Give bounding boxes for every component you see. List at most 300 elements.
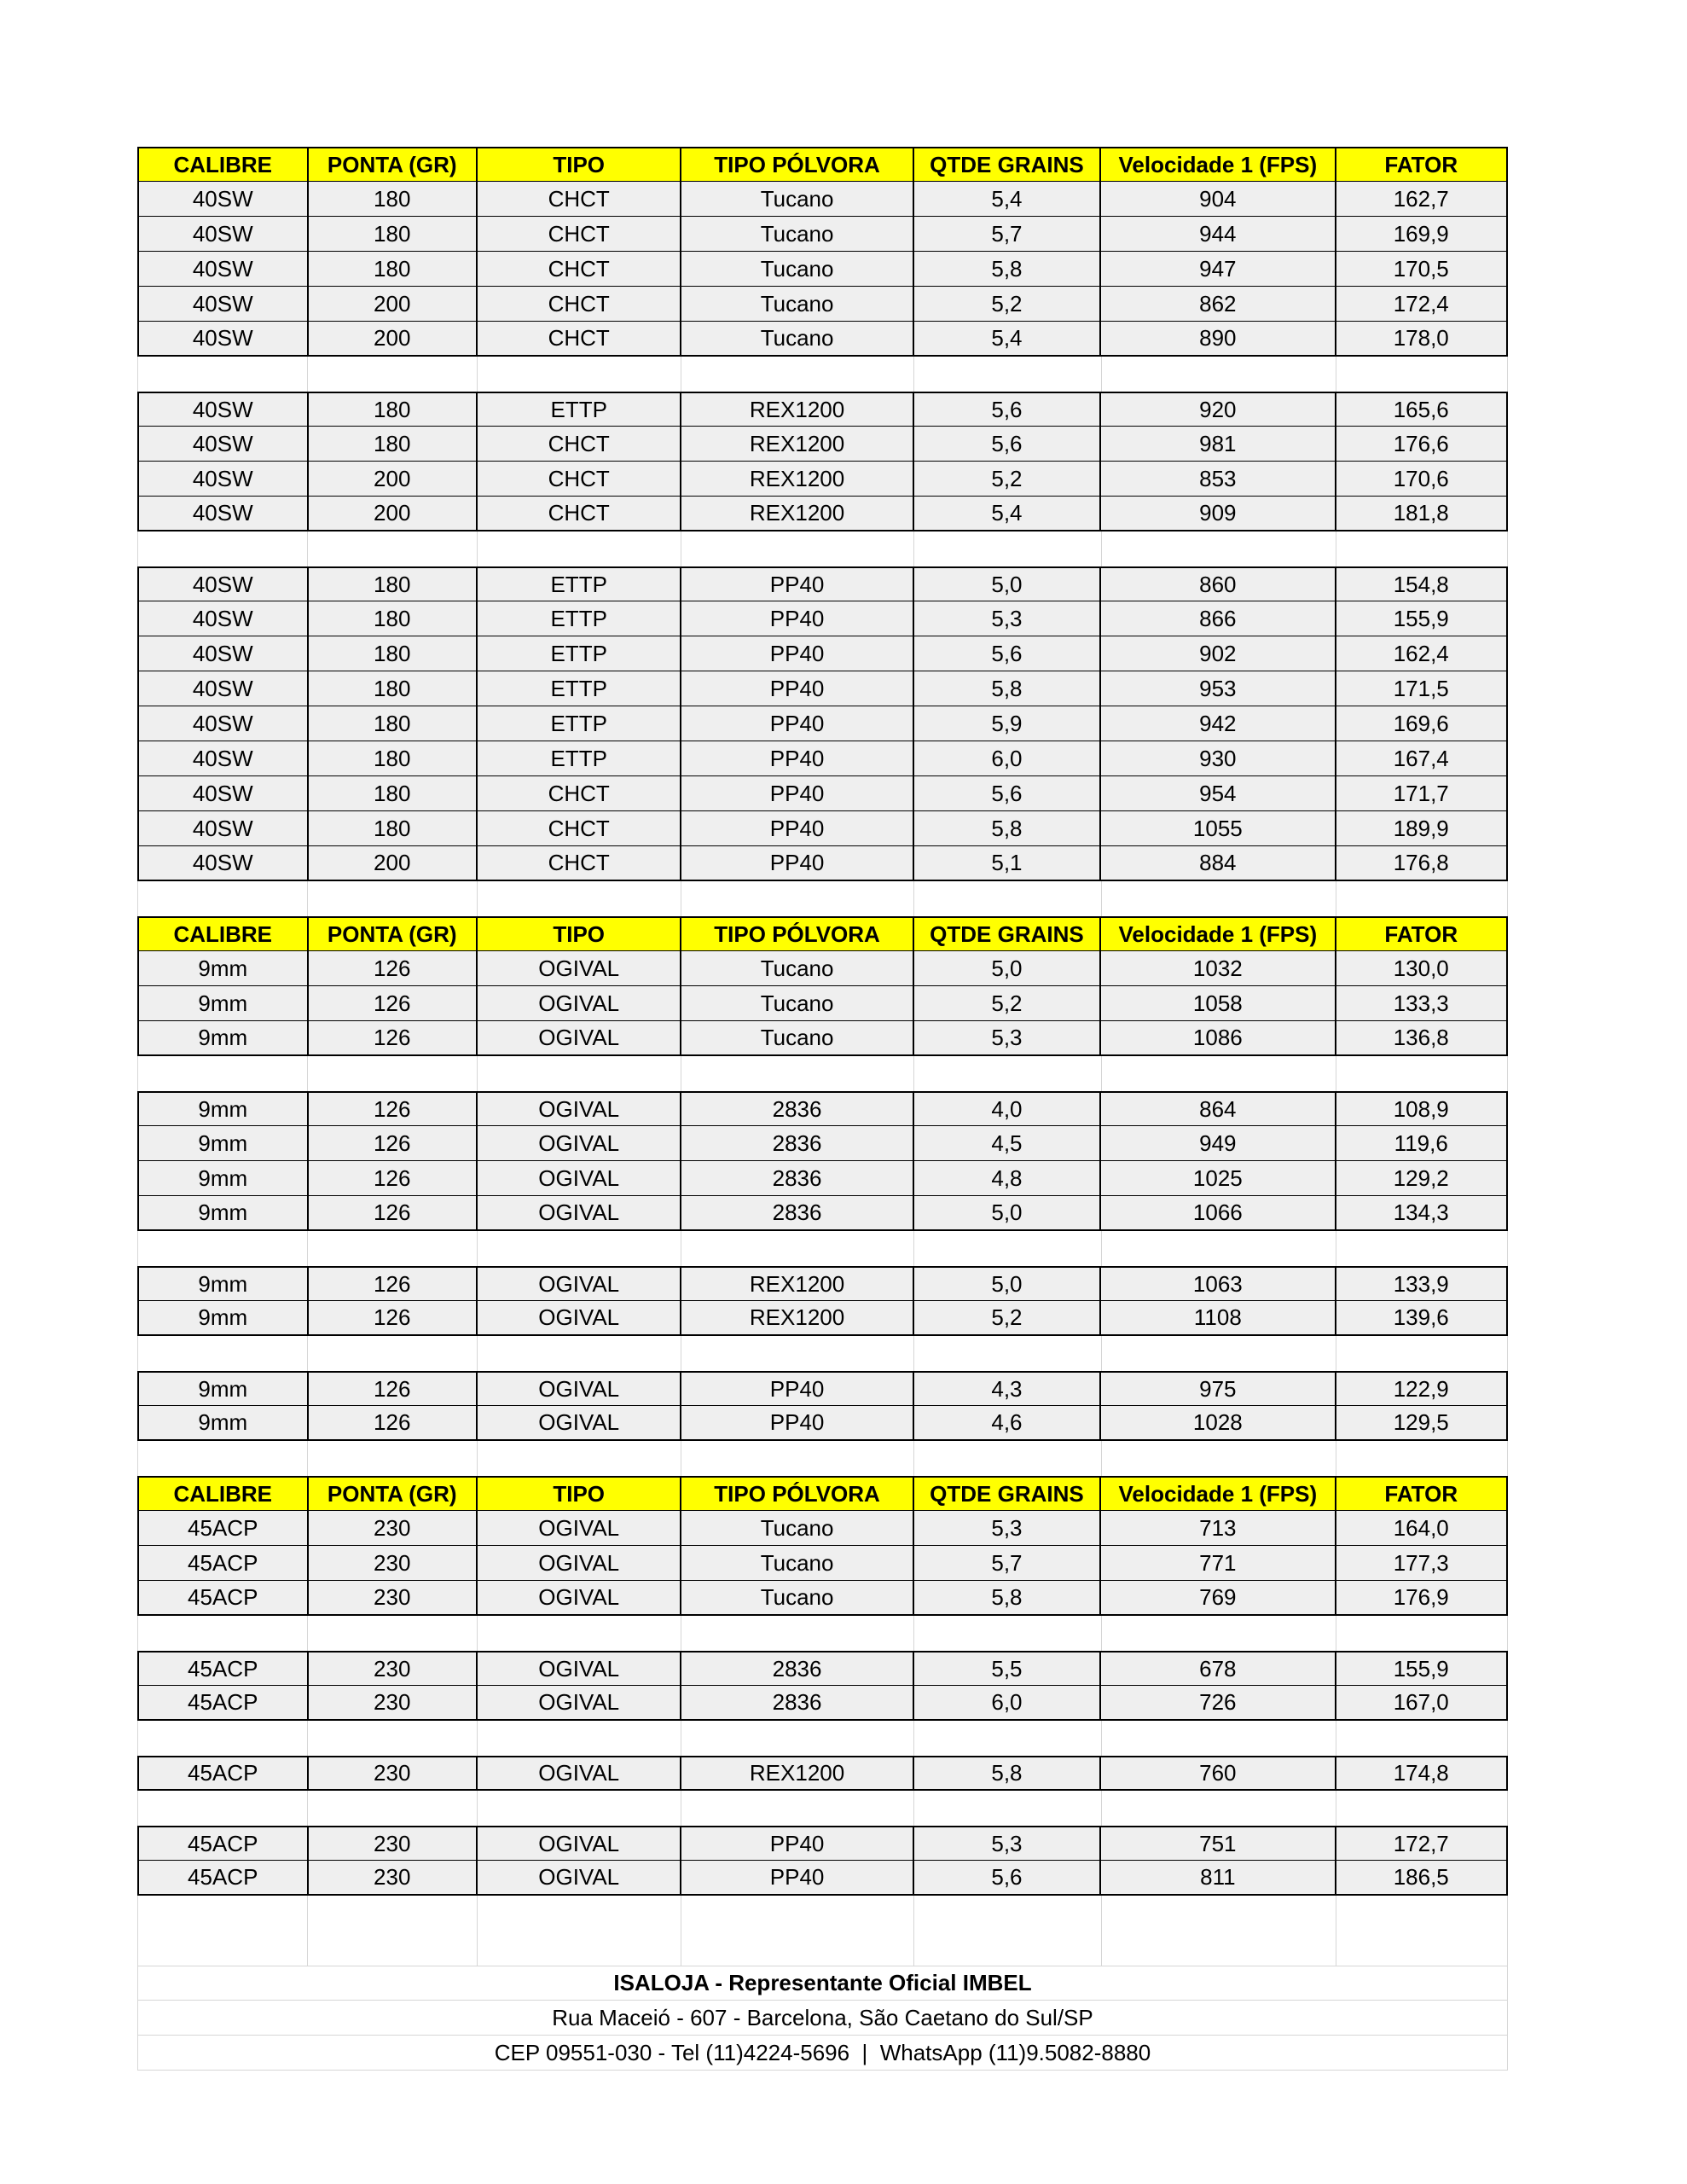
- cell-qtde-grains: 5,8: [914, 1757, 1101, 1789]
- empty-cell: [308, 1616, 478, 1651]
- cell-qtde-grains: 5,0: [914, 1268, 1101, 1300]
- cell-velocidade: 981: [1101, 427, 1336, 461]
- cell-ponta: 180: [309, 601, 478, 636]
- empty-cell: [914, 881, 1102, 916]
- cell-qtde-grains: 5,2: [914, 287, 1101, 321]
- cell-qtde-grains: 6,0: [914, 741, 1101, 775]
- cell-fator: 165,6: [1393, 396, 1449, 422]
- cell-calibre: 40SW: [139, 497, 309, 530]
- header-cell-ponta: PONTA (GR): [309, 918, 478, 950]
- cell-ponta: 126: [309, 1161, 478, 1195]
- cell-ponta: 126: [309, 1196, 478, 1229]
- cell-qtde-grains: 5,1: [914, 846, 1101, 880]
- cell-tipo: OGIVAL: [478, 1021, 681, 1054]
- cell-tipo-polvora: 2836: [681, 1686, 913, 1719]
- cell-velocidade: 1108: [1101, 1301, 1336, 1334]
- cell-tipo-polvora: REX1200: [681, 1757, 913, 1789]
- spacer-row: [137, 1896, 1508, 1931]
- empty-cell: [681, 1231, 914, 1266]
- spacer-row: [137, 1056, 1508, 1091]
- cell-ponta: 180: [309, 811, 478, 845]
- empty-cell: [1336, 1441, 1507, 1476]
- header-cell-tipo: TIPO: [478, 148, 681, 181]
- table-row: [137, 1021, 1508, 1056]
- header-cell-ponta: PONTA (GR): [309, 1478, 478, 1510]
- empty-cell: [914, 1931, 1102, 1966]
- empty-cell: [681, 1056, 914, 1091]
- empty-cell: [308, 1721, 478, 1756]
- cell-tipo-polvora: Tucano: [681, 986, 913, 1020]
- cell-tipo: OGIVAL: [478, 1373, 681, 1405]
- empty-cell: [478, 1336, 682, 1371]
- empty-cell: [1102, 1616, 1337, 1651]
- cell-tipo-polvora: PP40: [681, 1406, 913, 1439]
- empty-cell: [478, 1791, 682, 1826]
- cell-fator: 170,5: [1393, 255, 1449, 282]
- table-row: [137, 671, 1508, 706]
- cell-ponta: 230: [309, 1827, 478, 1860]
- cell-calibre: 40SW: [139, 846, 309, 880]
- empty-cell: [1336, 357, 1507, 392]
- table-row: [137, 1371, 1508, 1406]
- cell-tipo-polvora: PP40: [681, 846, 913, 880]
- cell-tipo-polvora: REX1200: [681, 1301, 913, 1334]
- cell-tipo-polvora: Tucano: [681, 287, 913, 321]
- cell-tipo: CHCT: [478, 497, 681, 530]
- cell-calibre: 9mm: [139, 1196, 309, 1229]
- cell-qtde-grains: 5,2: [914, 462, 1101, 496]
- cell-velocidade: 678: [1101, 1653, 1336, 1685]
- table-row: [137, 217, 1508, 252]
- cell-qtde-grains: 5,8: [914, 671, 1101, 706]
- cell-tipo-polvora: PP40: [681, 741, 913, 775]
- cell-fator: 162,7: [1393, 185, 1449, 212]
- empty-cell: [681, 1336, 914, 1371]
- table-row: [137, 497, 1508, 531]
- cell-tipo: OGIVAL: [478, 1686, 681, 1719]
- table-row: [137, 776, 1508, 811]
- empty-cell: [478, 1616, 682, 1651]
- cell-tipo-polvora: 2836: [681, 1126, 913, 1160]
- cell-fator: 134,3: [1393, 1199, 1449, 1225]
- cell-tipo-polvora: 2836: [681, 1161, 913, 1195]
- header-cell-calibre: CALIBRE: [139, 1478, 309, 1510]
- header-cell-velocidade: Velocidade 1 (FPS): [1101, 148, 1336, 181]
- cell-fator: 119,6: [1394, 1130, 1448, 1156]
- header-cell-calibre: CALIBRE: [139, 918, 309, 950]
- header-cell-tipo: TIPO: [478, 1478, 681, 1510]
- cell-calibre: 9mm: [139, 1373, 309, 1405]
- cell-ponta: 126: [309, 986, 478, 1020]
- spacer-row: [137, 1931, 1508, 1966]
- cell-qtde-grains: 5,0: [914, 568, 1101, 601]
- cell-tipo-polvora: 2836: [681, 1653, 913, 1685]
- empty-cell: [1102, 357, 1337, 392]
- cell-qtde-grains: 5,8: [914, 1581, 1101, 1614]
- cell-qtde-grains: 5,0: [914, 951, 1101, 985]
- empty-cell: [308, 531, 478, 566]
- empty-cell: [681, 881, 914, 916]
- cell-calibre: 40SW: [139, 462, 309, 496]
- cell-tipo: OGIVAL: [478, 1268, 681, 1300]
- header-cell-ponta: PONTA (GR): [309, 148, 478, 181]
- cell-calibre: 9mm: [139, 1406, 309, 1439]
- cell-calibre: 9mm: [139, 1021, 309, 1054]
- empty-cell: [1102, 881, 1337, 916]
- empty-cell: [1336, 1896, 1507, 1931]
- cell-qtde-grains: 5,6: [914, 636, 1101, 671]
- cell-velocidade: 1066: [1101, 1196, 1336, 1229]
- cell-qtde-grains: 4,6: [914, 1406, 1101, 1439]
- cell-tipo-polvora: Tucano: [681, 1021, 913, 1054]
- cell-calibre: 45ACP: [139, 1827, 309, 1860]
- cell-velocidade: 1028: [1101, 1406, 1336, 1439]
- cell-velocidade: 853: [1101, 462, 1336, 496]
- cell-qtde-grains: 5,3: [914, 1021, 1101, 1054]
- cell-tipo-polvora: Tucano: [681, 951, 913, 985]
- cell-tipo: OGIVAL: [478, 1196, 681, 1229]
- empty-cell: [478, 1441, 682, 1476]
- table-row: [137, 741, 1508, 776]
- cell-tipo: OGIVAL: [478, 1161, 681, 1195]
- cell-tipo: ETTP: [478, 568, 681, 601]
- header-cell-qtde-grains: QTDE GRAINS: [914, 148, 1101, 181]
- cell-fator: 186,5: [1393, 1864, 1449, 1890]
- cell-tipo: CHCT: [478, 287, 681, 321]
- empty-cell: [1336, 1336, 1507, 1371]
- cell-tipo-polvora: PP40: [681, 811, 913, 845]
- cell-ponta: 200: [309, 462, 478, 496]
- cell-fator: 172,4: [1393, 290, 1449, 317]
- cell-fator: 176,9: [1393, 1584, 1449, 1610]
- table-row: [137, 1686, 1508, 1721]
- empty-cell: [681, 357, 914, 392]
- cell-calibre: 40SW: [139, 811, 309, 845]
- spacer-row: [137, 1231, 1508, 1266]
- cell-calibre: 45ACP: [139, 1511, 309, 1545]
- empty-cell: [1102, 1791, 1337, 1826]
- cell-velocidade: 884: [1101, 846, 1336, 880]
- cell-velocidade: 771: [1101, 1546, 1336, 1580]
- cell-velocidade: 909: [1101, 497, 1336, 530]
- empty-cell: [1102, 531, 1337, 566]
- cell-ponta: 200: [309, 287, 478, 321]
- cell-fator: 154,8: [1393, 571, 1449, 597]
- table-row: [137, 322, 1508, 357]
- header-cell-velocidade: Velocidade 1 (FPS): [1101, 1478, 1336, 1510]
- cell-velocidade: 1063: [1101, 1268, 1336, 1300]
- table-row: [137, 706, 1508, 741]
- cell-fator: 108,9: [1393, 1095, 1449, 1122]
- header-cell-calibre: CALIBRE: [139, 148, 309, 181]
- cell-velocidade: 751: [1101, 1827, 1336, 1860]
- cell-tipo: ETTP: [478, 671, 681, 706]
- cell-calibre: 9mm: [139, 1268, 309, 1300]
- empty-cell: [914, 1056, 1102, 1091]
- cell-calibre: 45ACP: [139, 1581, 309, 1614]
- cell-calibre: 40SW: [139, 636, 309, 671]
- header-row: [137, 1476, 1508, 1511]
- cell-calibre: 45ACP: [139, 1861, 309, 1894]
- empty-cell: [914, 1336, 1102, 1371]
- header-row: [137, 916, 1508, 951]
- cell-tipo: CHCT: [478, 811, 681, 845]
- cell-tipo-polvora: PP40: [681, 706, 913, 741]
- cell-tipo: OGIVAL: [478, 986, 681, 1020]
- table-row: [137, 1756, 1508, 1791]
- cell-fator: 162,4: [1393, 640, 1449, 666]
- header-cell-tipo: TIPO: [478, 918, 681, 950]
- cell-ponta: 126: [309, 1373, 478, 1405]
- spacer-row: [137, 1721, 1508, 1756]
- cell-qtde-grains: 5,4: [914, 497, 1101, 530]
- empty-cell: [914, 531, 1102, 566]
- cell-qtde-grains: 6,0: [914, 1686, 1101, 1719]
- table-row: [137, 182, 1508, 217]
- cell-velocidade: 726: [1101, 1686, 1336, 1719]
- cell-tipo-polvora: REX1200: [681, 393, 913, 426]
- cell-ponta: 230: [309, 1757, 478, 1789]
- cell-calibre: 40SW: [139, 427, 309, 461]
- cell-tipo: ETTP: [478, 706, 681, 741]
- empty-cell: [1102, 1721, 1337, 1756]
- cell-qtde-grains: 5,3: [914, 1511, 1101, 1545]
- cell-fator: 176,8: [1393, 850, 1449, 875]
- cell-tipo: OGIVAL: [478, 1126, 681, 1160]
- cell-qtde-grains: 5,6: [914, 776, 1101, 810]
- empty-cell: [1336, 1791, 1507, 1826]
- empty-cell: [138, 1336, 308, 1371]
- empty-cell: [681, 1441, 914, 1476]
- empty-cell: [308, 1896, 478, 1931]
- cell-qtde-grains: 5,3: [914, 1827, 1101, 1860]
- cell-velocidade: 949: [1101, 1126, 1336, 1160]
- cell-tipo: OGIVAL: [478, 1861, 681, 1894]
- cell-tipo: CHCT: [478, 322, 681, 355]
- empty-cell: [1102, 1336, 1337, 1371]
- cell-velocidade: 860: [1101, 568, 1336, 601]
- empty-cell: [308, 1231, 478, 1266]
- cell-qtde-grains: 5,9: [914, 706, 1101, 741]
- cell-ponta: 230: [309, 1581, 478, 1614]
- empty-cell: [681, 1896, 914, 1931]
- header-cell-tipo-polvora: TIPO PÓLVORA: [681, 918, 913, 950]
- footer-title: ISALOJA - Representante Oficial IMBEL: [137, 1966, 1508, 2001]
- cell-tipo-polvora: REX1200: [681, 497, 913, 530]
- cell-velocidade: 975: [1101, 1373, 1336, 1405]
- cell-qtde-grains: 5,8: [914, 252, 1101, 286]
- cell-velocidade: 930: [1101, 741, 1336, 775]
- cell-fator: 129,2: [1393, 1165, 1449, 1191]
- spacer-row: [137, 1616, 1508, 1651]
- cell-tipo: CHCT: [478, 217, 681, 251]
- empty-cell: [914, 1231, 1102, 1266]
- empty-cell: [478, 1056, 682, 1091]
- load-data-spreadsheet: [137, 147, 1508, 2071]
- cell-tipo-polvora: PP40: [681, 1373, 913, 1405]
- empty-cell: [138, 1931, 308, 1966]
- cell-fator: 171,5: [1393, 675, 1449, 701]
- cell-calibre: 40SW: [139, 393, 309, 426]
- cell-tipo: ETTP: [478, 393, 681, 426]
- cell-tipo-polvora: Tucano: [681, 217, 913, 251]
- cell-tipo: OGIVAL: [478, 1093, 681, 1125]
- cell-fator: 130,0: [1393, 955, 1449, 981]
- empty-cell: [1102, 1056, 1337, 1091]
- empty-cell: [914, 1721, 1102, 1756]
- table-row: [137, 1161, 1508, 1196]
- cell-tipo: OGIVAL: [478, 1301, 681, 1334]
- empty-cell: [914, 1616, 1102, 1651]
- empty-cell: [681, 1616, 914, 1651]
- table-row: [137, 392, 1508, 427]
- cell-calibre: 40SW: [139, 601, 309, 636]
- cell-qtde-grains: 5,2: [914, 986, 1101, 1020]
- table-row: [137, 462, 1508, 497]
- empty-cell: [138, 1896, 308, 1931]
- cell-tipo-polvora: PP40: [681, 671, 913, 706]
- empty-cell: [478, 1231, 682, 1266]
- cell-fator: 139,6: [1393, 1304, 1449, 1330]
- empty-cell: [138, 1056, 308, 1091]
- spacer-row: [137, 531, 1508, 566]
- cell-fator: 189,9: [1393, 815, 1449, 841]
- cell-calibre: 9mm: [139, 986, 309, 1020]
- cell-tipo-polvora: PP40: [681, 568, 913, 601]
- cell-fator: 171,7: [1393, 780, 1449, 806]
- cell-fator: 122,9: [1393, 1375, 1449, 1402]
- cell-ponta: 180: [309, 636, 478, 671]
- empty-cell: [1336, 1931, 1507, 1966]
- cell-tipo-polvora: Tucano: [681, 1546, 913, 1580]
- cell-calibre: 45ACP: [139, 1546, 309, 1580]
- empty-cell: [1102, 1896, 1337, 1931]
- cell-ponta: 200: [309, 497, 478, 530]
- cell-tipo: CHCT: [478, 462, 681, 496]
- header-cell-tipo-polvora: TIPO PÓLVORA: [681, 1478, 913, 1510]
- cell-velocidade: 953: [1101, 671, 1336, 706]
- header-cell-fator: FATOR: [1384, 1480, 1458, 1507]
- cell-tipo: CHCT: [478, 427, 681, 461]
- cell-velocidade: 942: [1101, 706, 1336, 741]
- cell-qtde-grains: 4,3: [914, 1373, 1101, 1405]
- cell-calibre: 40SW: [139, 217, 309, 251]
- cell-ponta: 180: [309, 671, 478, 706]
- cell-tipo-polvora: REX1200: [681, 1268, 913, 1300]
- cell-tipo: CHCT: [478, 846, 681, 880]
- cell-ponta: 126: [309, 1301, 478, 1334]
- table-row: [137, 566, 1508, 601]
- cell-ponta: 230: [309, 1861, 478, 1894]
- table-row: [137, 1406, 1508, 1441]
- cell-tipo-polvora: PP40: [681, 1827, 913, 1860]
- cell-calibre: 9mm: [139, 1161, 309, 1195]
- table-row: [137, 1651, 1508, 1686]
- table-row: [137, 1126, 1508, 1161]
- cell-ponta: 180: [309, 427, 478, 461]
- header-cell-tipo-polvora: TIPO PÓLVORA: [681, 148, 913, 181]
- spacer-row: [137, 1336, 1508, 1371]
- table-row: [137, 1511, 1508, 1546]
- cell-velocidade: 944: [1101, 217, 1336, 251]
- cell-ponta: 200: [309, 322, 478, 355]
- table-row: [137, 1301, 1508, 1336]
- cell-tipo: CHCT: [478, 252, 681, 286]
- header-row: [137, 147, 1508, 182]
- header-cell-qtde-grains: QTDE GRAINS: [914, 1478, 1101, 1510]
- table-row: [137, 601, 1508, 636]
- empty-cell: [681, 531, 914, 566]
- cell-tipo-polvora: PP40: [681, 776, 913, 810]
- empty-cell: [308, 881, 478, 916]
- cell-tipo-polvora: REX1200: [681, 427, 913, 461]
- header-cell-qtde-grains: QTDE GRAINS: [914, 918, 1101, 950]
- cell-fator: 167,4: [1393, 745, 1449, 771]
- empty-cell: [914, 357, 1102, 392]
- cell-fator: 176,6: [1393, 430, 1449, 456]
- cell-qtde-grains: 5,3: [914, 601, 1101, 636]
- cell-fator: 172,7: [1393, 1830, 1449, 1856]
- empty-cell: [681, 1931, 914, 1966]
- spacer-row: [137, 1791, 1508, 1826]
- cell-fator: 155,9: [1393, 1655, 1449, 1682]
- cell-tipo: OGIVAL: [478, 1827, 681, 1860]
- table-row: [137, 1861, 1508, 1896]
- cell-ponta: 126: [309, 1021, 478, 1054]
- cell-qtde-grains: 5,8: [914, 811, 1101, 845]
- empty-cell: [478, 1896, 682, 1931]
- cell-velocidade: 904: [1101, 182, 1336, 216]
- cell-calibre: 40SW: [139, 671, 309, 706]
- cell-qtde-grains: 5,6: [914, 393, 1101, 426]
- empty-cell: [1336, 1231, 1507, 1266]
- empty-cell: [478, 1931, 682, 1966]
- empty-cell: [138, 1231, 308, 1266]
- cell-velocidade: 769: [1101, 1581, 1336, 1614]
- cell-fator: 174,8: [1393, 1760, 1449, 1786]
- cell-tipo-polvora: REX1200: [681, 462, 913, 496]
- header-cell-velocidade: Velocidade 1 (FPS): [1101, 918, 1336, 950]
- cell-velocidade: 1086: [1101, 1021, 1336, 1054]
- cell-velocidade: 954: [1101, 776, 1336, 810]
- cell-ponta: 180: [309, 393, 478, 426]
- cell-calibre: 9mm: [139, 951, 309, 985]
- empty-cell: [138, 1616, 308, 1651]
- table-row: [137, 986, 1508, 1021]
- table-row: [137, 951, 1508, 986]
- cell-calibre: 40SW: [139, 776, 309, 810]
- cell-qtde-grains: 4,5: [914, 1126, 1101, 1160]
- cell-tipo: OGIVAL: [478, 1757, 681, 1789]
- cell-tipo-polvora: Tucano: [681, 1511, 913, 1545]
- cell-calibre: 45ACP: [139, 1757, 309, 1789]
- empty-cell: [914, 1441, 1102, 1476]
- cell-velocidade: 862: [1101, 287, 1336, 321]
- table-row: [137, 1546, 1508, 1581]
- cell-fator: 169,6: [1393, 710, 1449, 736]
- cell-tipo: OGIVAL: [478, 1581, 681, 1614]
- cell-velocidade: 760: [1101, 1757, 1336, 1789]
- cell-ponta: 126: [309, 1406, 478, 1439]
- cell-fator: 169,9: [1393, 220, 1449, 247]
- empty-cell: [478, 531, 682, 566]
- cell-ponta: 180: [309, 568, 478, 601]
- cell-tipo: CHCT: [478, 182, 681, 216]
- empty-cell: [681, 1791, 914, 1826]
- table-row: [137, 811, 1508, 846]
- cell-ponta: 180: [309, 182, 478, 216]
- cell-velocidade: 713: [1101, 1511, 1336, 1545]
